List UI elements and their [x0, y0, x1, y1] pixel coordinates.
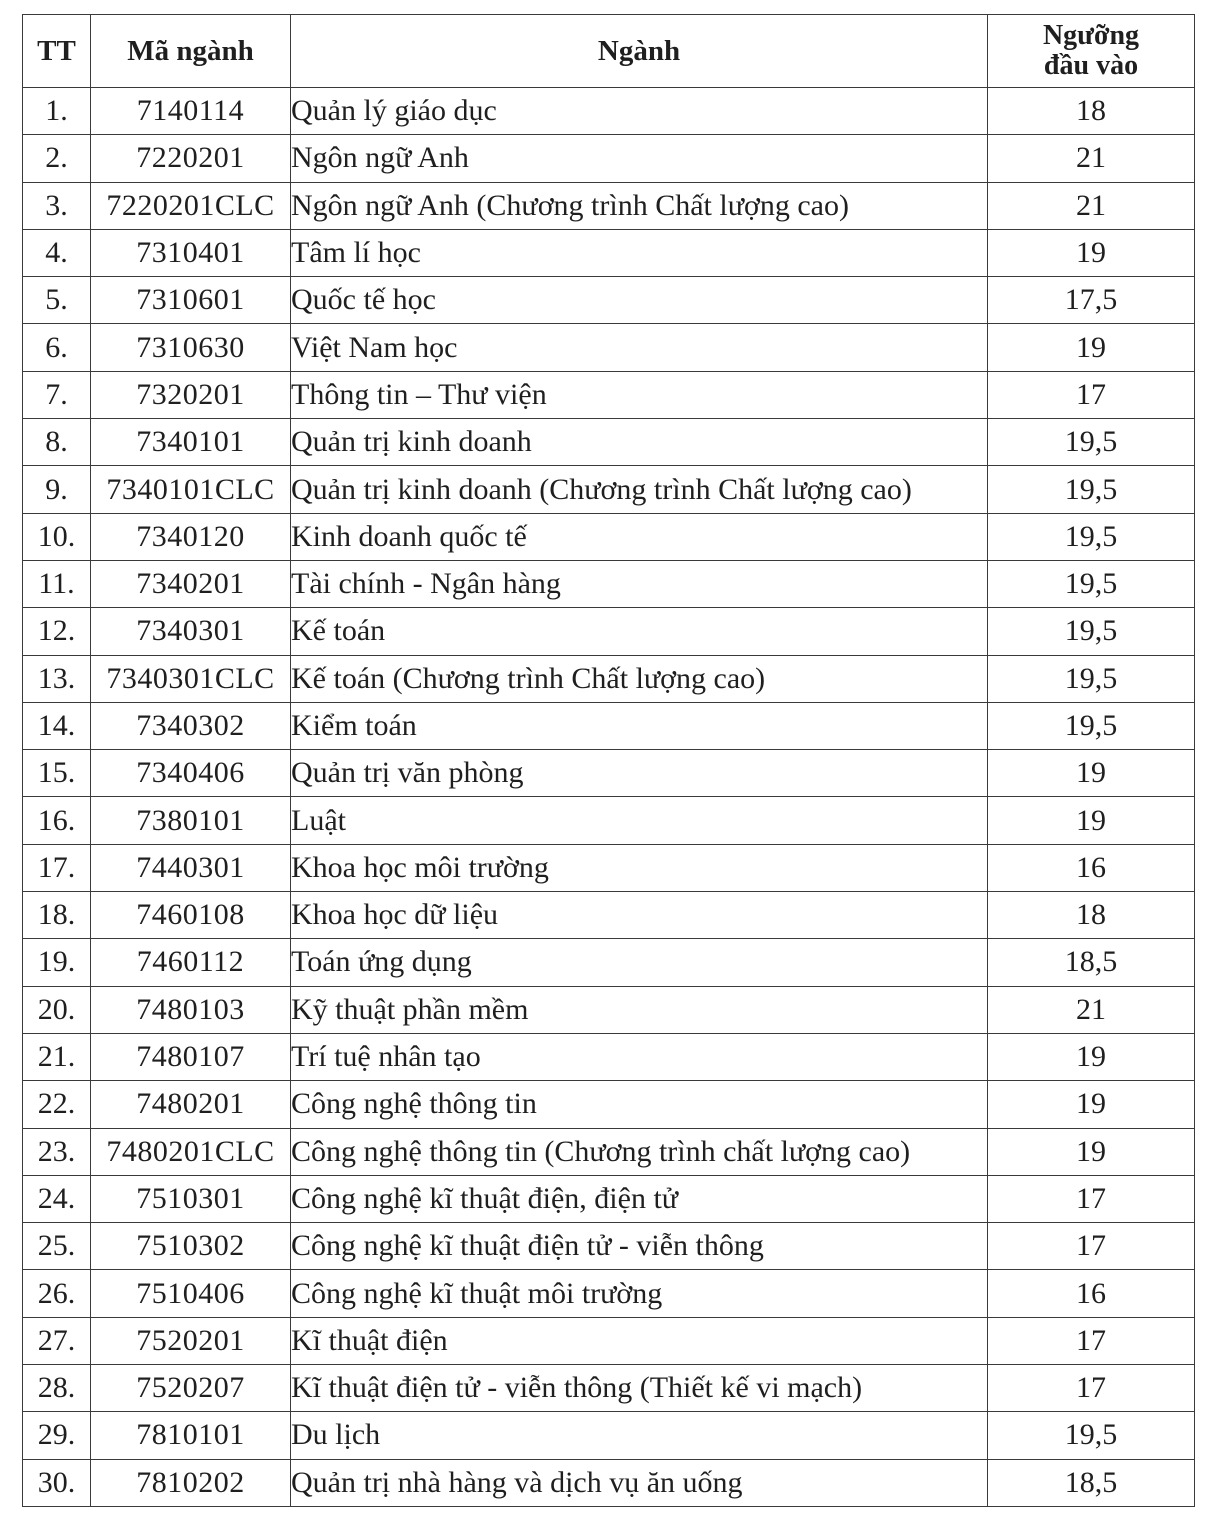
row-number: 27.	[23, 1317, 91, 1364]
major-code: 7340301CLC	[91, 655, 291, 702]
threshold-score: 19,5	[988, 560, 1195, 607]
table-row	[23, 844, 1195, 891]
table-row	[23, 892, 1195, 939]
major-code: 7520207	[91, 1365, 291, 1412]
table-row	[23, 371, 1195, 418]
row-number: 28.	[23, 1365, 91, 1412]
threshold-score: 19	[988, 229, 1195, 276]
threshold-score: 18	[988, 88, 1195, 135]
major-code: 7340201	[91, 560, 291, 607]
major-code: 7320201	[91, 371, 291, 418]
major-name: Kiểm toán	[291, 702, 988, 749]
threshold-score: 18,5	[988, 1459, 1195, 1506]
table-row	[23, 277, 1195, 324]
major-code: 7460108	[91, 892, 291, 939]
row-number: 10.	[23, 513, 91, 560]
major-code: 7340301	[91, 608, 291, 655]
table-row	[23, 1459, 1195, 1506]
row-number: 17.	[23, 844, 91, 891]
row-number: 21.	[23, 1033, 91, 1080]
row-number: 2.	[23, 135, 91, 182]
threshold-score: 21	[988, 182, 1195, 229]
major-name: Toán ứng dụng	[291, 939, 988, 986]
threshold-score: 21	[988, 135, 1195, 182]
table-row	[23, 1223, 1195, 1270]
major-code: 7340406	[91, 750, 291, 797]
major-code: 7480201	[91, 1081, 291, 1128]
threshold-score: 19	[988, 324, 1195, 371]
threshold-score: 19,5	[988, 419, 1195, 466]
threshold-score: 17	[988, 371, 1195, 418]
major-code: 7460112	[91, 939, 291, 986]
major-name: Ngôn ngữ Anh	[291, 135, 988, 182]
major-name: Quản trị kinh doanh (Chương trình Chất lượng cao)	[291, 466, 988, 513]
major-name: Việt Nam học	[291, 324, 988, 371]
table-row	[23, 560, 1195, 607]
major-code: 7340101CLC	[91, 466, 291, 513]
row-number: 3.	[23, 182, 91, 229]
major-code: 7310601	[91, 277, 291, 324]
major-name: Quản trị kinh doanh	[291, 419, 988, 466]
major-code: 7510406	[91, 1270, 291, 1317]
row-number: 24.	[23, 1175, 91, 1222]
table-row	[23, 1128, 1195, 1175]
table-row	[23, 1270, 1195, 1317]
row-number: 23.	[23, 1128, 91, 1175]
row-number: 29.	[23, 1412, 91, 1459]
row-number: 22.	[23, 1081, 91, 1128]
major-name: Quốc tế học	[291, 277, 988, 324]
major-name: Luật	[291, 797, 988, 844]
major-name: Công nghệ thông tin (Chương trình chất lượng cao)	[291, 1128, 988, 1175]
major-name: Quản trị văn phòng	[291, 750, 988, 797]
table-body	[23, 88, 1195, 1507]
major-code: 7220201	[91, 135, 291, 182]
threshold-score: 19	[988, 1033, 1195, 1080]
table-row	[23, 88, 1195, 135]
major-name: Thông tin – Thư viện	[291, 371, 988, 418]
major-name: Quản lý giáo dục	[291, 88, 988, 135]
table-row	[23, 655, 1195, 702]
major-name: Du lịch	[291, 1412, 988, 1459]
header-threshold-line2: đầu vào	[1043, 50, 1139, 81]
row-number: 26.	[23, 1270, 91, 1317]
major-code: 7810101	[91, 1412, 291, 1459]
row-number: 8.	[23, 419, 91, 466]
table-row	[23, 986, 1195, 1033]
threshold-score: 19	[988, 1128, 1195, 1175]
threshold-score: 18,5	[988, 939, 1195, 986]
threshold-score: 19,5	[988, 466, 1195, 513]
table-row	[23, 1412, 1195, 1459]
row-number: 20.	[23, 986, 91, 1033]
row-number: 15.	[23, 750, 91, 797]
threshold-score: 21	[988, 986, 1195, 1033]
major-code: 7140114	[91, 88, 291, 135]
major-code: 7440301	[91, 844, 291, 891]
major-name: Kĩ thuật điện tử - viễn thông (Thiết kế vi mạch)	[291, 1365, 988, 1412]
table-row	[23, 182, 1195, 229]
threshold-score: 16	[988, 1270, 1195, 1317]
major-name: Quản trị nhà hàng và dịch vụ ăn uống	[291, 1459, 988, 1506]
row-number: 13.	[23, 655, 91, 702]
major-code: 7340101	[91, 419, 291, 466]
table-row	[23, 229, 1195, 276]
threshold-score: 17	[988, 1175, 1195, 1222]
threshold-score: 17	[988, 1223, 1195, 1270]
row-number: 30.	[23, 1459, 91, 1506]
major-code: 7480201CLC	[91, 1128, 291, 1175]
row-number: 7.	[23, 371, 91, 418]
table-row	[23, 1081, 1195, 1128]
table-row	[23, 1033, 1195, 1080]
table-row	[23, 702, 1195, 749]
threshold-score: 19,5	[988, 513, 1195, 560]
major-name: Khoa học môi trường	[291, 844, 988, 891]
major-name: Kinh doanh quốc tế	[291, 513, 988, 560]
threshold-score: 18	[988, 892, 1195, 939]
major-name: Ngôn ngữ Anh (Chương trình Chất lượng cao)	[291, 182, 988, 229]
major-name: Công nghệ thông tin	[291, 1081, 988, 1128]
row-number: 12.	[23, 608, 91, 655]
table-row	[23, 1317, 1195, 1364]
major-name: Công nghệ kĩ thuật điện tử - viễn thông	[291, 1223, 988, 1270]
major-code: 7220201CLC	[91, 182, 291, 229]
major-code: 7480107	[91, 1033, 291, 1080]
row-number: 25.	[23, 1223, 91, 1270]
table-row	[23, 608, 1195, 655]
table-row	[23, 466, 1195, 513]
major-code: 7340302	[91, 702, 291, 749]
major-name: Công nghệ kĩ thuật điện, điện tử	[291, 1175, 988, 1222]
major-name: Kế toán (Chương trình Chất lượng cao)	[291, 655, 988, 702]
row-number: 19.	[23, 939, 91, 986]
major-code: 7810202	[91, 1459, 291, 1506]
major-name: Tài chính - Ngân hàng	[291, 560, 988, 607]
table-row	[23, 750, 1195, 797]
row-number: 6.	[23, 324, 91, 371]
table-row	[23, 1365, 1195, 1412]
major-name: Trí tuệ nhân tạo	[291, 1033, 988, 1080]
header-major: Ngành	[291, 15, 988, 88]
table-row	[23, 939, 1195, 986]
threshold-score: 19,5	[988, 655, 1195, 702]
major-name: Kỹ thuật phần mềm	[291, 986, 988, 1033]
major-code: 7380101	[91, 797, 291, 844]
row-number: 18.	[23, 892, 91, 939]
admission-threshold-table	[22, 14, 1195, 1507]
major-name: Công nghệ kĩ thuật môi trường	[291, 1270, 988, 1317]
threshold-score: 16	[988, 844, 1195, 891]
table-row	[23, 324, 1195, 371]
header-threshold	[988, 15, 1195, 88]
threshold-score: 19,5	[988, 702, 1195, 749]
threshold-score: 17	[988, 1365, 1195, 1412]
major-code: 7510301	[91, 1175, 291, 1222]
row-number: 11.	[23, 560, 91, 607]
row-number: 4.	[23, 229, 91, 276]
table-row	[23, 513, 1195, 560]
row-number: 14.	[23, 702, 91, 749]
table-row	[23, 1175, 1195, 1222]
table-row	[23, 135, 1195, 182]
threshold-score: 19	[988, 1081, 1195, 1128]
table-header-row	[23, 15, 1195, 88]
row-number: 5.	[23, 277, 91, 324]
row-number: 1.	[23, 88, 91, 135]
threshold-score: 19,5	[988, 1412, 1195, 1459]
major-code: 7480103	[91, 986, 291, 1033]
major-code: 7310630	[91, 324, 291, 371]
threshold-score: 17	[988, 1317, 1195, 1364]
header-threshold-line1: Ngưỡng	[1042, 20, 1140, 51]
major-code: 7510302	[91, 1223, 291, 1270]
major-name: Kế toán	[291, 608, 988, 655]
header-tt: TT	[23, 15, 91, 88]
row-number: 16.	[23, 797, 91, 844]
threshold-score: 17,5	[988, 277, 1195, 324]
major-code: 7340120	[91, 513, 291, 560]
header-code: Mã ngành	[91, 15, 291, 88]
document-page	[22, 14, 1194, 1507]
threshold-score: 19,5	[988, 608, 1195, 655]
major-name: Tâm lí học	[291, 229, 988, 276]
major-code: 7520201	[91, 1317, 291, 1364]
table-row	[23, 797, 1195, 844]
major-name: Kĩ thuật điện	[291, 1317, 988, 1364]
threshold-score: 19	[988, 750, 1195, 797]
major-code: 7310401	[91, 229, 291, 276]
row-number: 9.	[23, 466, 91, 513]
major-name: Khoa học dữ liệu	[291, 892, 988, 939]
threshold-score: 19	[988, 797, 1195, 844]
table-row	[23, 419, 1195, 466]
